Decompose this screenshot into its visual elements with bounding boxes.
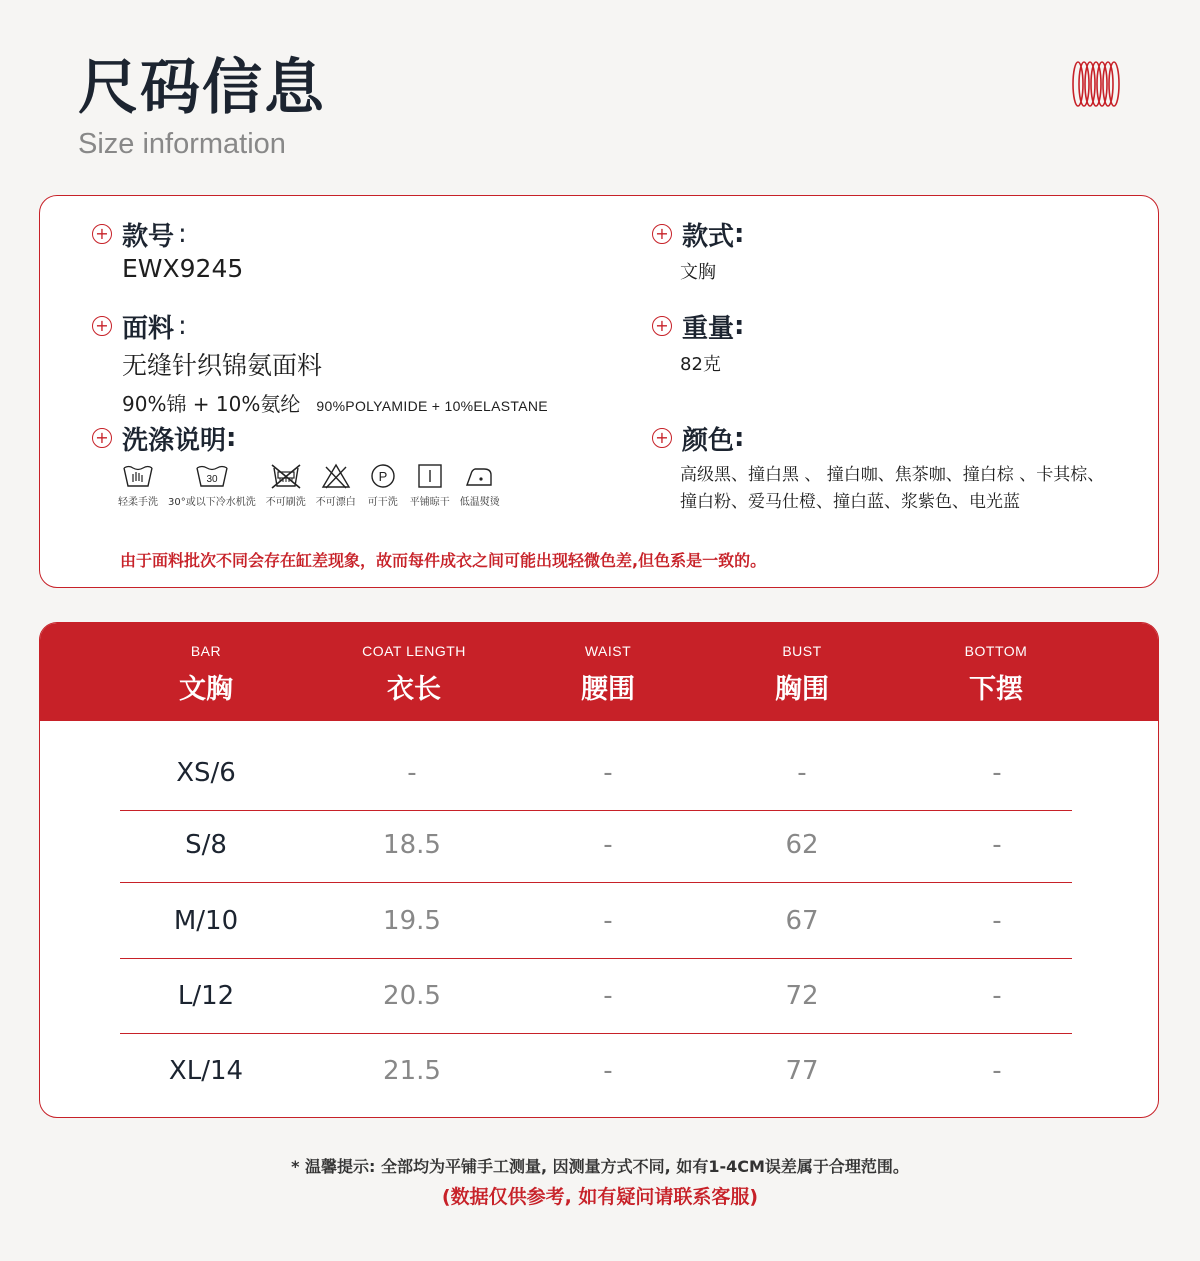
page-title: 尺码信息 (78, 53, 326, 123)
no-bleach-icon (319, 462, 353, 490)
bottom-cell: - (992, 830, 1002, 860)
table-row (120, 958, 1072, 1034)
waist-cell: - (603, 830, 613, 860)
coat-length-cell: - (407, 758, 417, 788)
wash-sep: : (226, 423, 237, 453)
plus-circle-icon: + (652, 224, 672, 244)
column-cn: 胸围 (775, 674, 829, 705)
table-row (120, 735, 1072, 811)
weight-sep: : (734, 311, 745, 341)
column-en: COAT LENGTH (362, 643, 466, 659)
size-cell: XS/6 (176, 758, 236, 788)
color-value-line2: 撞白粉、爱马仕橙、撞白蓝、浆紫色、电光蓝 (680, 492, 1020, 512)
style-field (652, 216, 744, 284)
style-no-label: 款号 (122, 221, 175, 252)
style-sep: : (734, 219, 745, 249)
coat-length-cell: 20.5 (383, 981, 441, 1011)
waist-cell: - (603, 981, 613, 1011)
column-header-bar (86, 643, 326, 706)
style-value: 文胸 (680, 262, 716, 283)
weight-field (652, 308, 744, 376)
care-label: 不可漂白 (315, 497, 356, 508)
low-iron-icon (463, 462, 497, 490)
care-item (168, 462, 256, 508)
size-cell: L/12 (177, 981, 235, 1011)
plus-circle-icon: + (92, 428, 112, 448)
hand-wash-icon (121, 462, 155, 490)
color-value-line1: 高级黑、撞白黑 、 撞白咖、焦茶咖、撞白棕 、卡其棕、 (680, 465, 1105, 485)
column-cn: 腰围 (581, 674, 635, 705)
weight-value: 82克 (680, 354, 721, 375)
size-table-card (39, 622, 1159, 1118)
fabric-value: 无缝针织锦氨面料 (122, 351, 323, 380)
wash-field (92, 420, 236, 456)
plus-circle-icon: + (652, 316, 672, 336)
no-brush-icon (269, 462, 303, 490)
size-cell: S/8 (185, 830, 227, 860)
care-label: 平铺晾干 (409, 497, 450, 508)
bust-cell: - (797, 758, 807, 788)
care-label: 轻柔手洗 (118, 497, 158, 508)
bust-cell: 77 (785, 1056, 819, 1086)
bottom-cell: - (992, 981, 1002, 1011)
column-en: BUST (782, 643, 822, 659)
brand-rings-icon (1070, 58, 1122, 110)
plus-circle-icon: + (92, 316, 112, 336)
waist-cell: - (603, 906, 613, 936)
color-label: 颜色 (682, 425, 735, 456)
wash-label: 洗涤说明 (122, 425, 227, 456)
measurement-note: * 温馨提示: 全部均为平铺手工测量, 因测量方式不同, 如有1-4CM误差属于合理范围。 (291, 1157, 909, 1176)
fabric-sep: : (178, 311, 187, 341)
bottom-cell: - (992, 906, 1002, 936)
machine-wash-30-icon (195, 462, 229, 490)
care-item (316, 462, 356, 508)
dry-clean-letter: P (378, 469, 388, 484)
column-en: BAR (190, 643, 222, 659)
bust-cell: 67 (785, 906, 819, 936)
coat-length-cell: 21.5 (383, 1056, 441, 1086)
waist-cell: - (603, 1056, 613, 1086)
care-label: 可干洗 (367, 497, 398, 508)
fabric-composition-cn: 90%锦 + 10%氨纶 (122, 392, 301, 416)
column-en: WAIST (584, 643, 632, 659)
reference-disclaimer: (数据仅供参考, 如有疑问请联系客服) (441, 1186, 759, 1208)
style-no-field (92, 216, 243, 283)
fabric-composition-en: 90%POLYAMIDE + 10%ELASTANE (316, 398, 548, 414)
style-label: 款式 (682, 221, 735, 252)
size-cell: XL/14 (168, 1056, 244, 1086)
column-header-bottom (876, 643, 1116, 706)
care-label: 30°或以下冷水机洗 (168, 497, 256, 508)
plus-circle-icon: + (92, 224, 112, 244)
color-field (652, 420, 1104, 512)
care-icons-row (118, 462, 510, 508)
bust-cell: 62 (785, 830, 819, 860)
coat-length-cell: 19.5 (383, 906, 441, 936)
flat-dry-icon (413, 462, 447, 490)
column-cn: 文胸 (179, 674, 233, 705)
fabric-label: 面料 (122, 313, 175, 344)
table-row (120, 1033, 1072, 1109)
color-sep: : (734, 423, 745, 453)
product-info-card (39, 195, 1159, 588)
bust-cell: 72 (785, 981, 819, 1011)
column-cn: 下摆 (969, 674, 1023, 705)
fabric-field (92, 308, 548, 417)
size-cell: M/10 (173, 906, 239, 936)
care-item (410, 462, 450, 508)
column-cn: 衣长 (387, 674, 441, 705)
weight-label: 重量 (682, 313, 735, 344)
coat-length-cell: 18.5 (383, 830, 441, 860)
page-subtitle: Size information (78, 128, 286, 160)
care-label: 不可刷洗 (265, 497, 306, 508)
plus-circle-icon: + (652, 428, 672, 448)
column-en: BOTTOM (964, 643, 1028, 659)
size-table-header (40, 623, 1159, 721)
care-item (266, 462, 306, 508)
care-item (460, 462, 500, 508)
color-difference-notice: 由于面料批次不同会存在缸差现象，故而每件成衣之间可能出现轻微色差,但色系是一致的。 (120, 551, 767, 570)
bottom-cell: - (992, 1056, 1002, 1086)
table-row (120, 807, 1072, 883)
care-item (366, 462, 400, 508)
bottom-cell: - (992, 758, 1002, 788)
dry-clean-p-icon (366, 462, 400, 490)
style-no-value: EWX9245 (122, 254, 244, 283)
table-row (120, 883, 1072, 959)
waist-cell: - (603, 758, 613, 788)
temp-text: 30 (206, 474, 218, 485)
style-no-sep: : (178, 219, 187, 249)
care-item (118, 462, 158, 508)
care-label: 低温熨烫 (459, 497, 500, 508)
